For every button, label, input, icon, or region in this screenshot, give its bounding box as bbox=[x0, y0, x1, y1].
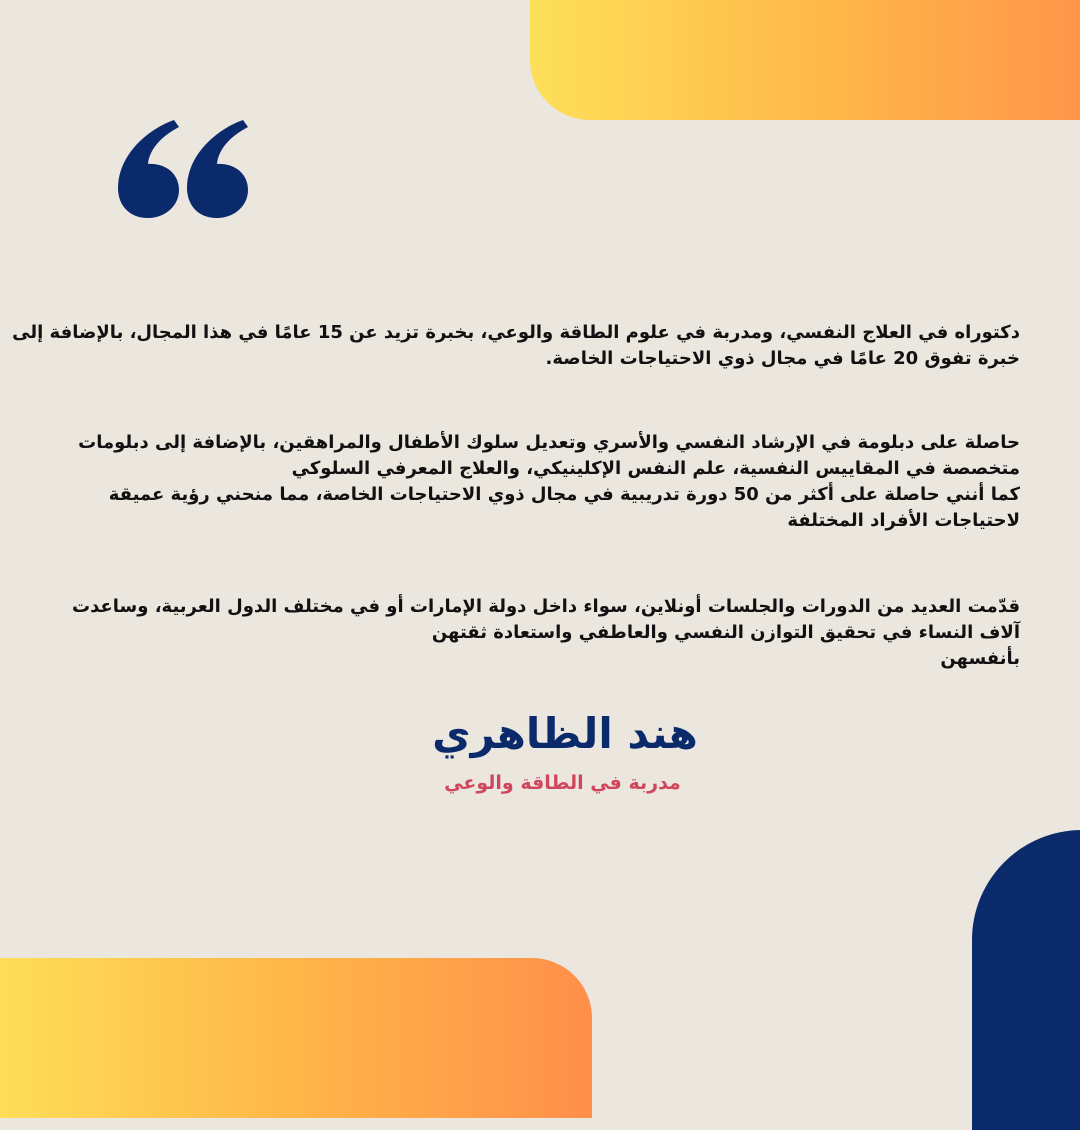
bio-paragraph-1 bbox=[12, 320, 1020, 372]
paragraph-line: كما أنني حاصلة على أكثر من 50 دورة تدريبية في مجال ذوي الاحتياجات الخاصة، مما منحني رؤية عميقة bbox=[108, 484, 1020, 505]
decorative-gradient-shape-bottom bbox=[0, 958, 592, 1118]
paragraph-line: خبرة تفوق 20 عامًا في مجال ذوي الاحتياجات الخاصة. bbox=[545, 348, 1020, 369]
author-title: مدربة في الطاقة والوعي bbox=[444, 772, 681, 794]
bio-paragraph-2 bbox=[78, 430, 1020, 534]
paragraph-line: قدّمت العديد من الدورات والجلسات أونلاين، سواء داخل دولة الإمارات أو في مختلف الدول العربية، وساعدت bbox=[72, 596, 1020, 617]
quote-icon bbox=[116, 118, 256, 228]
decorative-gradient-shape-top bbox=[530, 0, 1080, 120]
paragraph-line: حاصلة على دبلومة في الإرشاد النفسي والأسري وتعديل سلوك الأطفال والمراهقين، بالإضافة إلى دبلومات bbox=[78, 432, 1020, 453]
paragraph-line: آلاف النساء في تحقيق التوازن النفسي والعاطفي واستعادة ثقتهن bbox=[431, 622, 1020, 643]
decorative-navy-shape bbox=[972, 830, 1080, 1130]
author-name: هند الظاهري bbox=[432, 709, 698, 758]
paragraph-line: بأنفسهن bbox=[940, 648, 1020, 669]
paragraph-line: دكتوراه في العلاج النفسي، ومدربة في علوم الطاقة والوعي، بخبرة تزيد عن 15 عامًا في هذا المجال، بالإضافة إلى bbox=[12, 322, 1020, 343]
paragraph-line: متخصصة في المقاييس النفسية، علم النفس الإكلينيكي، والعلاج المعرفي السلوكي bbox=[291, 458, 1020, 479]
paragraph-line: لاحتياجات الأفراد المختلفة bbox=[787, 510, 1020, 531]
bio-paragraph-3 bbox=[72, 594, 1020, 672]
